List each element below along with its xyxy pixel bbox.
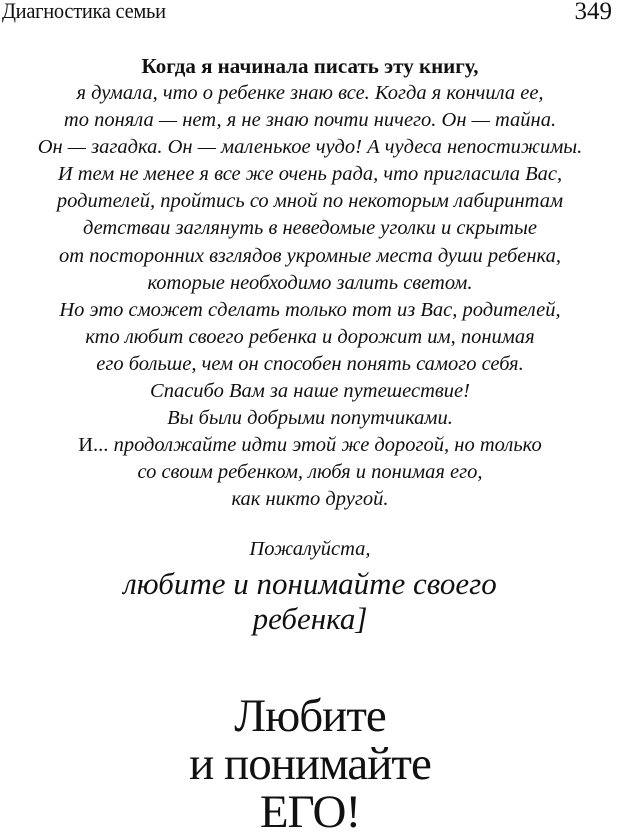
continuation-start: И...	[78, 434, 109, 457]
letter-line: родителей, пройтись со мной по некоторым лабиринтам	[56, 190, 564, 213]
letter-line: я думала, что о ребенке знаю все. Когда я кончила ее,	[76, 82, 544, 104]
letter-line: Вы были добрыми попутчиками.	[167, 407, 453, 430]
letter-continuation-line	[0, 432, 620, 459]
appeal-callout	[0, 566, 620, 636]
continuation-rest: продолжайте идти этой же дорогой, но только	[108, 434, 542, 457]
letter-line: кто любит своего ребенка и дорожит им, понимая	[85, 325, 535, 348]
final-slogan-line: ЕГО!	[259, 786, 361, 838]
author-letter	[0, 52, 620, 514]
appeal-line: ребенка]	[252, 601, 368, 636]
please-line: Пожалуйста,	[249, 538, 371, 560]
letter-line: его больше, чем он способен понять самого себя.	[96, 352, 524, 375]
letter-line: которые необходимо залить светом.	[147, 271, 473, 294]
page-number: 349	[574, 0, 612, 25]
letter-line: от посторонних взглядов укромные места души ребенка,	[59, 244, 561, 267]
letter-line: детстваи заглянуть в неведомые уголки и скрытые	[82, 217, 538, 240]
letter-line: Спасибо Вам за наше путешествие!	[150, 380, 470, 403]
final-slogan-line: Любите	[234, 690, 386, 742]
letter-line: Он — загадка. Он — маленькое чудо! А чудеса непостижимы.	[37, 136, 583, 159]
final-slogan-line: и понимайте	[189, 738, 431, 790]
letter-line: Но это сможет сделать только тот из Вас, родителей,	[59, 298, 561, 321]
running-head	[0, 0, 620, 28]
running-title: Диагностика семьи	[2, 0, 166, 23]
appeal-line: любите и понимайте своего	[123, 566, 497, 601]
letter-line: то поняла — нет, я не знаю почти ничего. Он — тайна.	[63, 109, 557, 132]
letter-line: как никто другой.	[231, 488, 389, 511]
letter-heading: Когда я начинала писать эту книгу,	[141, 54, 479, 78]
letter-line: со своим ребенком, любя и понимая его,	[137, 461, 483, 484]
letter-line: И тем не менее я все же очень рада, что пригласила Вас,	[57, 163, 563, 186]
final-slogan	[0, 692, 620, 836]
